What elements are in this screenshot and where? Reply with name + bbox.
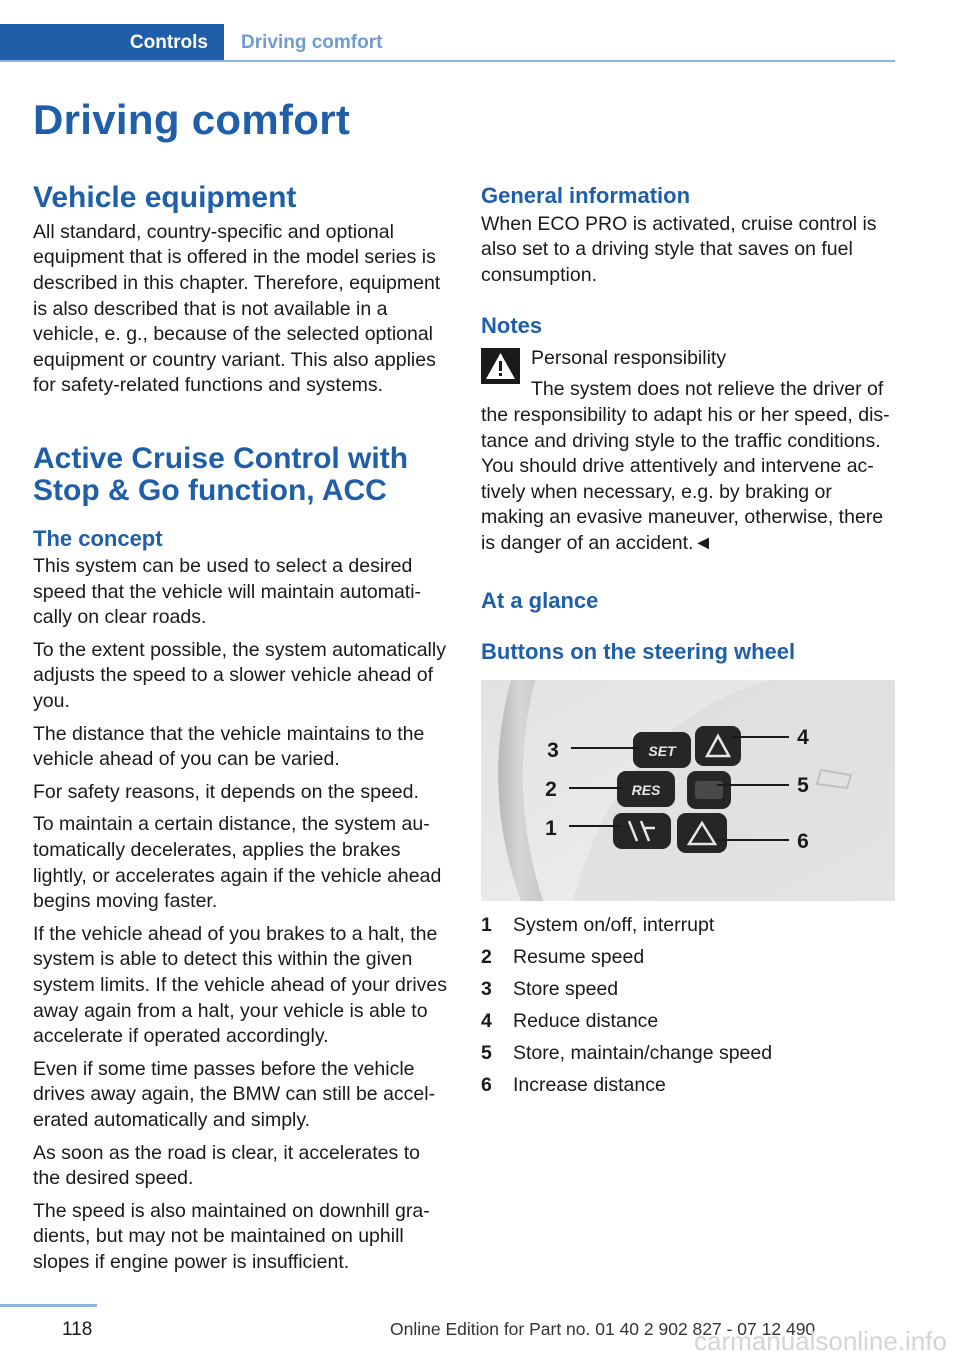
callout-2: 2 — [545, 777, 557, 801]
tab-controls[interactable]: Controls — [0, 24, 224, 62]
legend-number: 1 — [481, 913, 492, 936]
steering-wheel-buttons-image — [481, 680, 895, 901]
at-a-glance-heading: At a glance — [481, 587, 599, 613]
right-column — [481, 182, 896, 1101]
reduce-distance-button — [695, 726, 741, 766]
general-information-heading: General information — [481, 183, 691, 208]
legend-item — [481, 1037, 896, 1069]
acc-heading: Active Cruise Control with Stop & Go function, ACC — [33, 441, 409, 507]
callout-4: 4 — [797, 725, 809, 749]
watermark: carmanualsonline.info — [694, 1326, 947, 1356]
callout-6: 6 — [797, 829, 809, 853]
legend-number: 5 — [481, 1041, 492, 1064]
tab-driving-comfort[interactable]: Driving comfort — [241, 32, 383, 53]
warning-triangle-icon — [481, 348, 520, 384]
legend-text: System on/off, interrupt — [513, 913, 715, 936]
warning-body: the responsibility to adapt his or her speed, distance and driving style to the traffic conditions. You should drive attentively and intervene actively when necessary, e.g. by braking or making an evasive maneuver, otherwise, there is danger of an accident.◄ — [481, 403, 890, 554]
legend-item — [481, 1069, 896, 1101]
legend-item — [481, 1005, 896, 1037]
vehicle-equipment-heading: Vehicle equipment — [33, 181, 297, 214]
page-title: Driving comfort — [33, 96, 351, 143]
callout-1: 1 — [545, 816, 557, 840]
legend-number: 2 — [481, 945, 492, 968]
res-button-label: RES — [631, 781, 661, 798]
page-number: 118 — [62, 1319, 93, 1340]
callout-3: 3 — [547, 738, 559, 762]
legend-item — [481, 941, 896, 973]
warning-note — [481, 346, 896, 557]
legend-item — [481, 909, 896, 941]
concept-paragraph-7: Even if some time passes before the vehicle drives away again, the BMW can still be accelerated automatically and simply. — [33, 1057, 436, 1131]
legend-text: Reduce distance — [513, 1009, 659, 1032]
concept-paragraph-6: If the vehicle ahead of you brakes to a halt, the system is able to detect this within the given system limits. If the vehicle ahead of your drives away again from a halt, your vehicle is able to accelerate if operated accordingly. — [33, 922, 448, 1048]
legend-number: 4 — [481, 1009, 492, 1032]
concept-paragraph-9: The speed is also maintained on downhill gradients, but may not be maintained on uphill slopes if engine power is insufficient. — [33, 1199, 430, 1273]
legend-item — [481, 973, 896, 1005]
header-rule — [0, 60, 895, 62]
concept-paragraph-3: The distance that the vehicle maintains to the vehicle ahead of you can be varied. — [33, 722, 425, 771]
onoff-button — [613, 813, 671, 849]
set-button-label: SET — [648, 742, 676, 759]
left-column — [33, 182, 449, 1275]
header-tabbar — [0, 24, 895, 62]
legend-text: Store speed — [513, 977, 619, 1000]
concept-paragraph-5: To maintain a certain distance, the system automatically decelerates, applies the brakes lightly, or accelerates again if the vehicle ahead begins moving faster. — [33, 813, 442, 913]
callout-5: 5 — [797, 773, 809, 797]
legend-text: Resume speed — [513, 945, 645, 968]
legend-text: Store, maintain/change speed — [513, 1041, 773, 1064]
button-legend — [481, 909, 896, 1101]
footer-rule — [0, 1304, 97, 1307]
concept-paragraph-2: To the extent possible, the system automatically adjusts the speed to a slower vehicle ahead of you. — [33, 638, 446, 713]
edition-line: Online Edition for Part no. 01 40 2 902 827 - 07 12 490 — [390, 1319, 816, 1339]
warning-title: Personal responsibility — [531, 346, 727, 369]
notes-heading: Notes — [481, 313, 543, 339]
legend-text: Increase distance — [513, 1073, 666, 1096]
buttons-heading: Buttons on the steering wheel — [481, 639, 796, 665]
legend-number: 3 — [481, 977, 492, 1000]
increase-distance-button — [677, 813, 727, 853]
concept-paragraph-1: This system can be used to select a desired speed that the vehicle will maintain automatically on clear roads. — [33, 555, 422, 629]
concept-paragraph-8: As soon as the road is clear, it accelerates to the desired speed. — [33, 1141, 420, 1190]
legend-number: 6 — [481, 1073, 492, 1096]
concept-paragraph-4: For safety reasons, it depends on the speed. — [33, 780, 419, 803]
concept-heading: The concept — [33, 525, 163, 551]
vehicle-equipment-text: All standard, country-specific and optional equipment that is offered in the model series is described in this chapter. Therefore, equipment is also described that is not available in a vehicle, e. g., because of the selected optional equipment or country variant. This also applies for safety-related functions and systems. — [33, 220, 441, 397]
warning-lead: The system does not relieve the driver of — [531, 378, 884, 401]
general-information-text: When ECO PRO is activated, cruise control is also set to a driving style that saves on fuel consumption. — [481, 212, 877, 286]
